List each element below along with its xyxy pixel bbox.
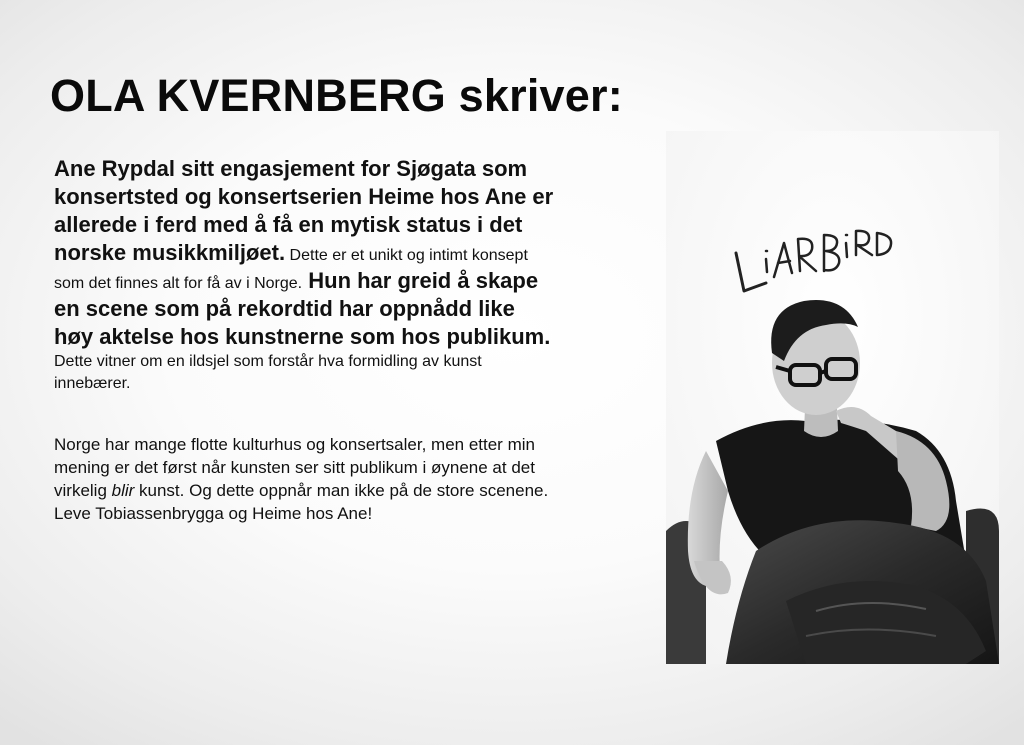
article-body <box>54 155 560 525</box>
normal-text-2: Dette vitner om en ildsjel som forstår hva formidling av kunst innebærer. <box>54 353 482 392</box>
artist-photo-illustration <box>666 131 999 664</box>
normal-text-1: Dette er et unikt og intimt konsept som det finnes alt for få av i Norge. <box>54 247 528 292</box>
bold-text-1: Ane Rypdal sitt engasjement for Sjøgata som konsertsted og konsertserien Heime hos Ane er allerede i ferd med å få en mytisk status i det norske musikkmiljøet. <box>54 156 554 265</box>
paragraph-2-start: Norge har mange flotte kulturhus og konsertsaler, men etter min mening er det først når kunsten ser sitt publikum i øynene at det virkelig <box>54 435 535 500</box>
paragraph-1 <box>54 155 560 395</box>
paragraph-2-end: kunst. Og dette oppnår man ikke på de store scenene. Leve Tobiassenbrygga og Heime hos Ane! <box>54 481 549 523</box>
paragraph-2 <box>54 433 560 525</box>
artist-photo <box>666 131 999 664</box>
slide-title: OLA KVERNBERG skriver: <box>50 70 623 121</box>
bold-text-2: Hun har greid å skape en scene som på rekordtid har oppnådd like høy aktelse hos kunstnerne som hos publikum. <box>54 268 551 349</box>
italic-word: blir <box>111 481 135 500</box>
